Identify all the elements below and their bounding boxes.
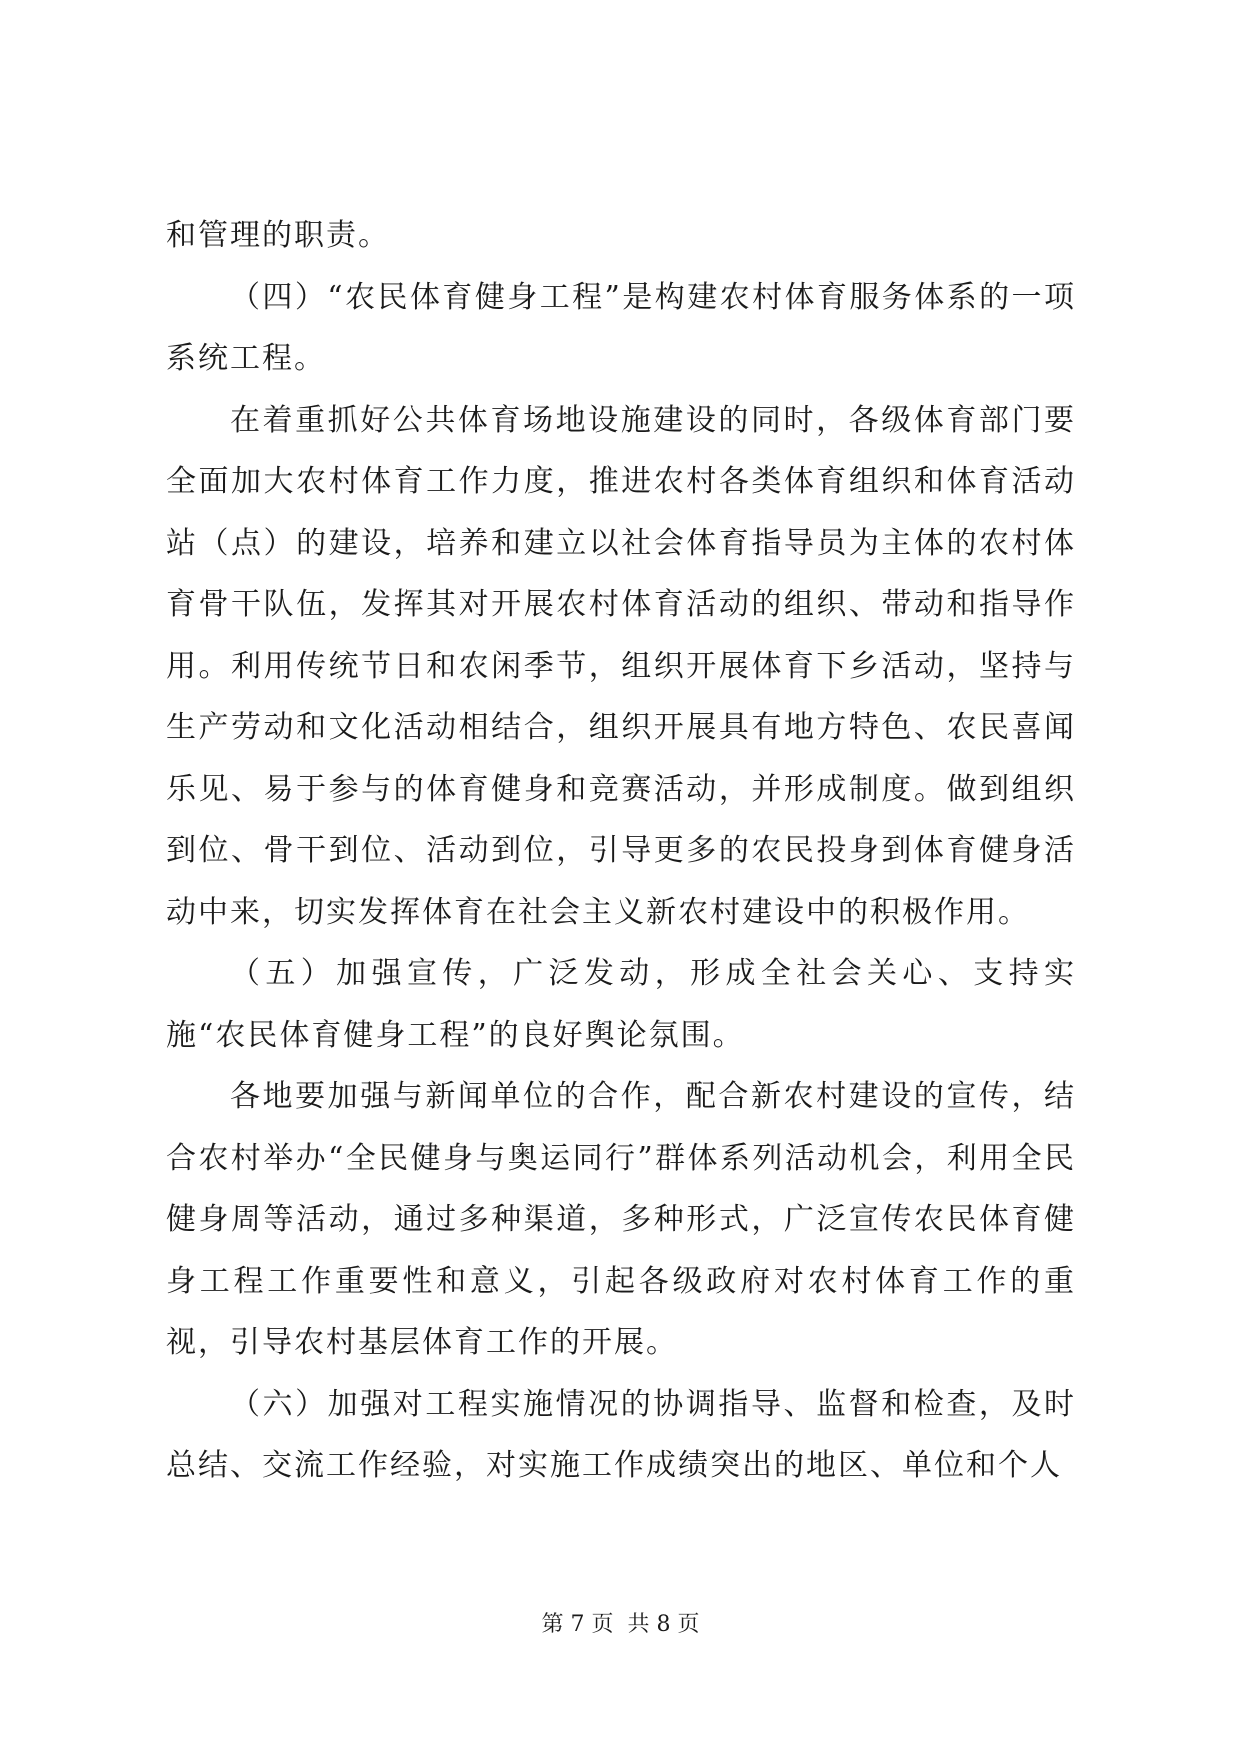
paragraph-4: （五）加强宣传，广泛发动，形成全社会关心、支持实施“农民体育健身工程”的良好舆论氛围。 — [166, 956, 1076, 1053]
paragraph-3: 在着重抓好公共体育场地设施建设的同时，各级体育部门要全面加大农村体育工作力度，推进农村各类体育组织和体育活动站（点）的建设，培养和建立以社会体育指导员为主体的农村体育骨干队伍，发挥其对开展农村体育活动的组织、带动和指导作用。利用传统节日和农闲季节，组织开展体育下乡活动，坚持与生产劳动和文化活动相结合，组织开展具有地方特色、农民喜闻乐见、易于参与的体育健身和竞赛活动，并形成制度。做到组织到位、骨干到位、活动到位，引导更多的农民投身到体育健身活动中来，切实发挥体育在社会主义新农村建设中的积极作用。 — [166, 402, 1076, 930]
paragraph-5: 各地要加强与新闻单位的合作，配合新农村建设的宣传，结合农村举办“全民健身与奥运同行”群体系列活动机会，利用全民健身周等活动，通过多种渠道，多种形式，广泛宣传农民体育健身工程工作重要性和意义，引起各级政府对农村体育工作的重视，引导农村基层体育工作的开展。 — [166, 1079, 1076, 1360]
document-body — [166, 205, 1076, 1497]
page-number-label: 第 7 页 共 8 页 — [541, 1612, 700, 1637]
paragraph-1: 和管理的职责。 — [166, 218, 390, 253]
paragraph-2: （四）“农民体育健身工程”是构建农村体育服务体系的一项系统工程。 — [166, 279, 1076, 376]
paragraph-6: （六）加强对工程实施情况的协调指导、监督和检查，及时总结、交流工作经验，对实施工作成绩突出的地区、单位和个人 — [166, 1386, 1076, 1483]
page-footer — [0, 1610, 1241, 1640]
